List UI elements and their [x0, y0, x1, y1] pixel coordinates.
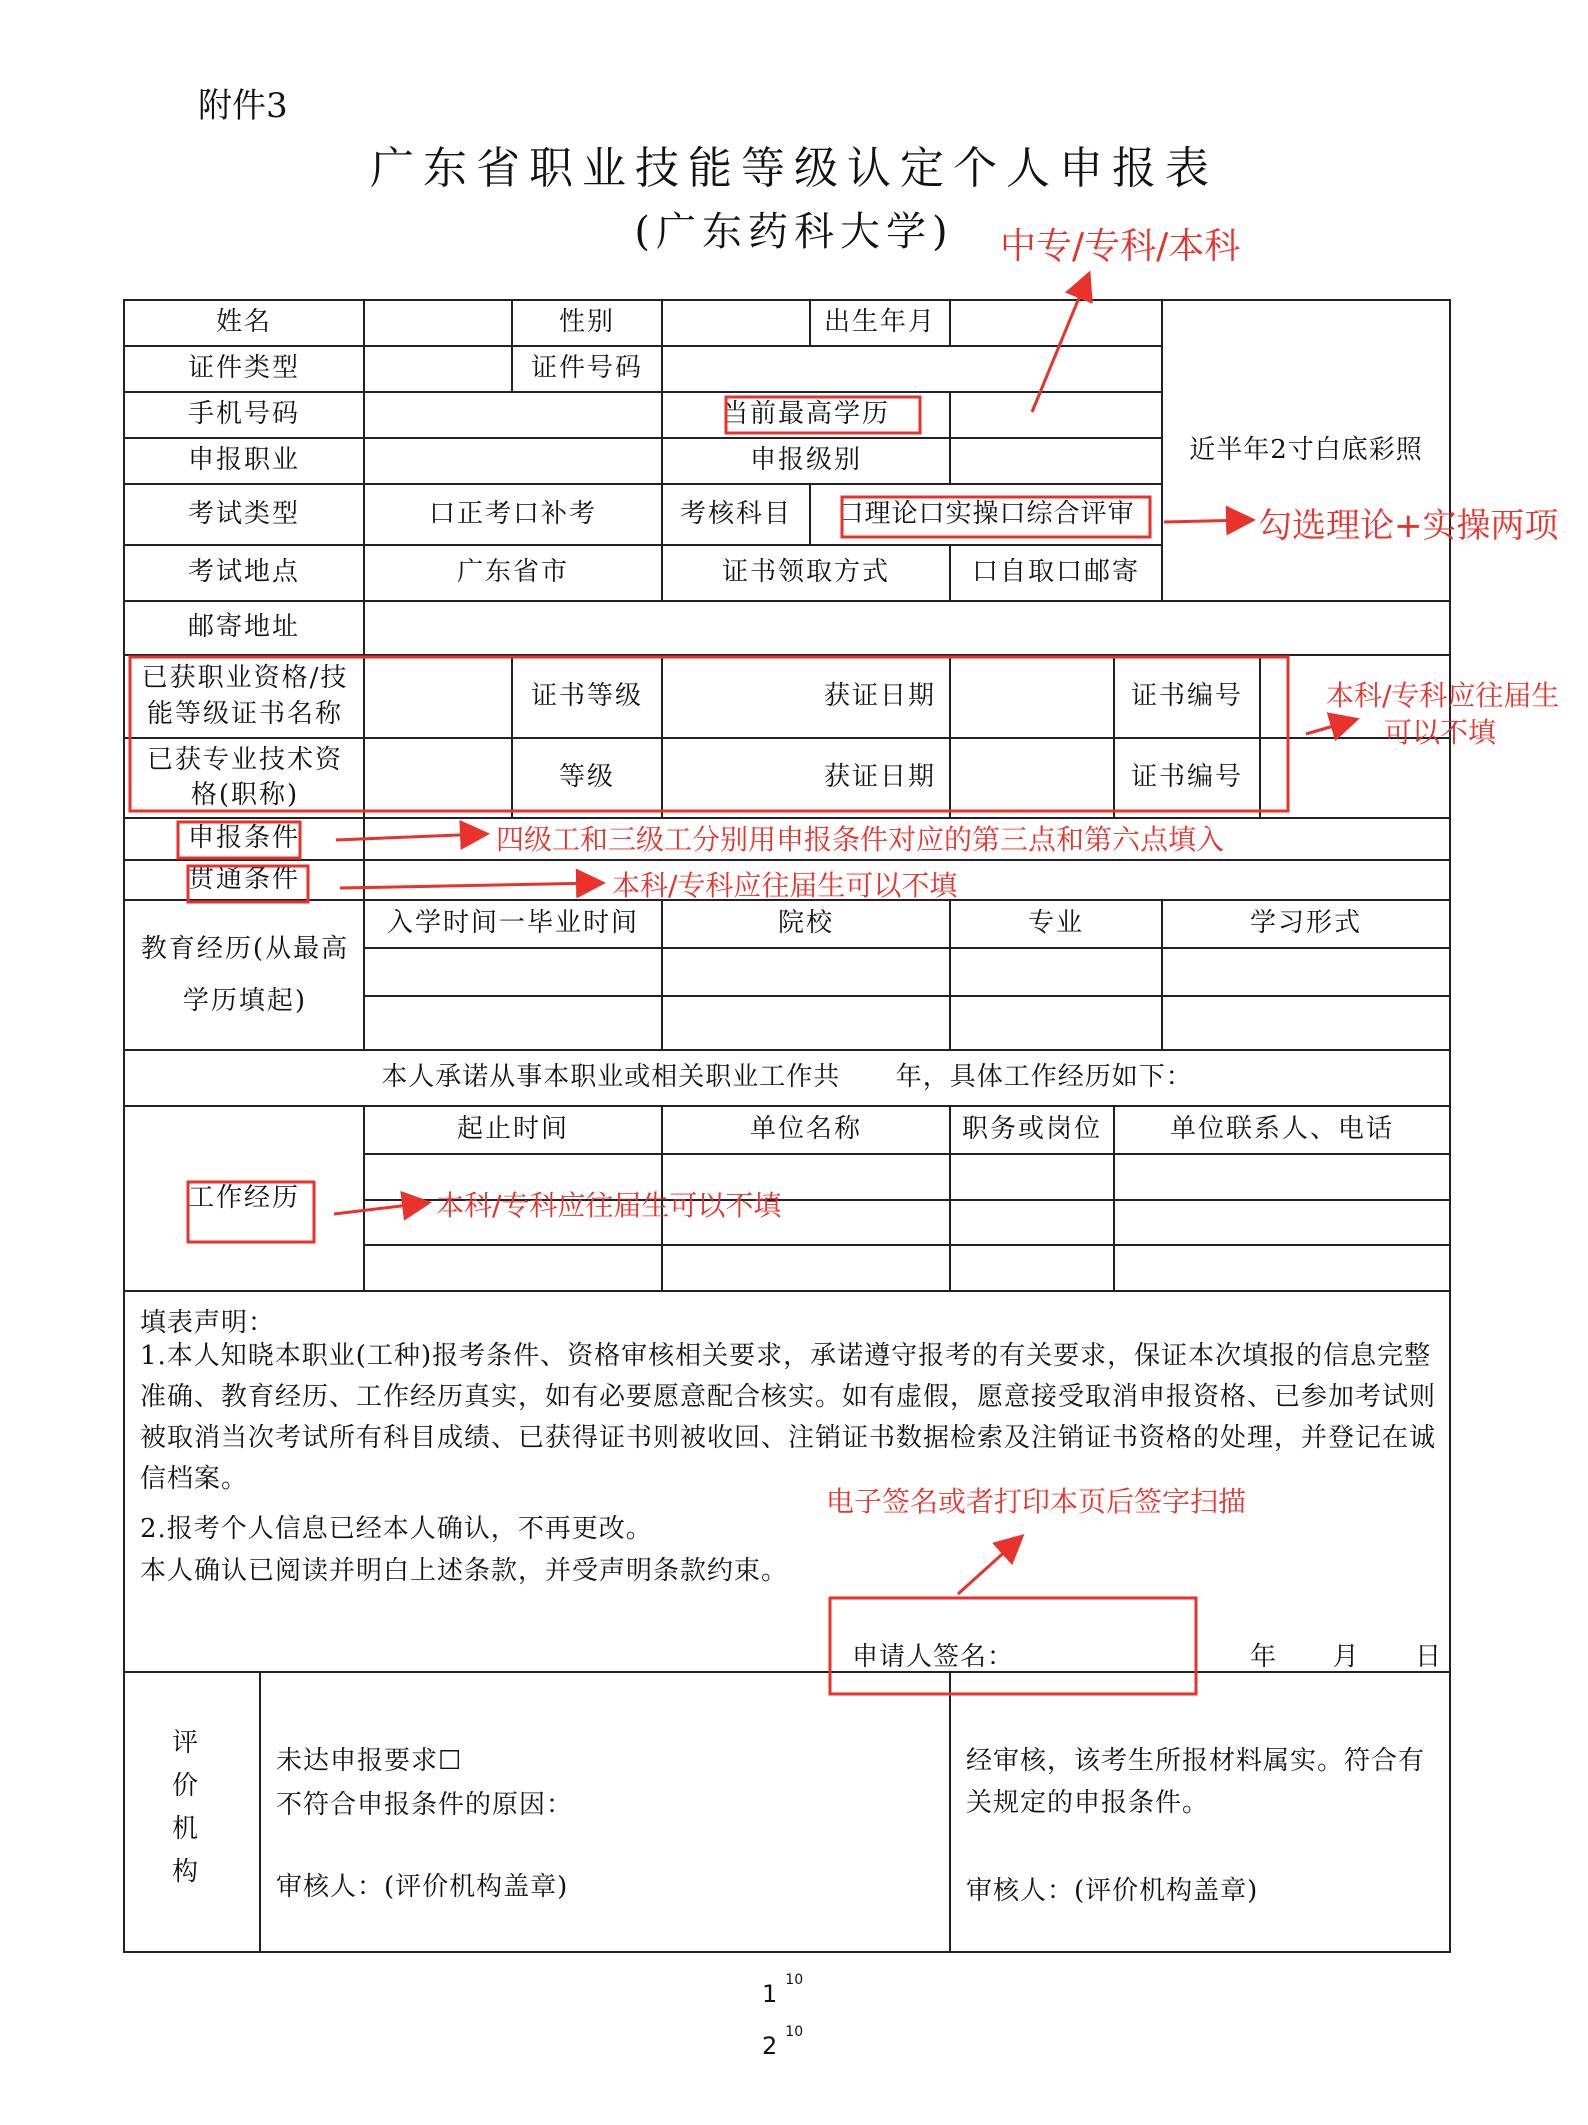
declaration-2: 2.报考个人信息已经本人确认，不再更改。 [140, 1514, 653, 1544]
location-label: 考试地点 [187, 557, 300, 588]
edu-header-major: 专业 [1027, 908, 1084, 939]
signature-note: 电子签名或者打印本页后签字扫描 [826, 1485, 1247, 1518]
work-note: 本科/专科应往届生可以不填 [436, 1189, 782, 1222]
occupation-label: 申报职业 [187, 445, 300, 476]
id-number-label: 证件号码 [530, 353, 643, 384]
work-header-period: 起止时间 [456, 1114, 569, 1145]
subject-options[interactable]: 口理论口实操口综合评审 [837, 498, 1135, 529]
reviewer-right: 审核人：(评价机构盖章) [966, 1876, 1259, 1906]
id-type-label: 证件类型 [187, 353, 300, 384]
location-value[interactable]: 广东省市 [456, 557, 569, 588]
tech-grade-label: 等级 [558, 762, 615, 793]
edu-header-period: 入学时间一毕业时间 [386, 908, 639, 939]
subject-note: 勾选理论+实操两项 [1258, 506, 1559, 546]
through-label: 贯通条件 [187, 864, 300, 895]
through-note: 本科/专科应往届生可以不填 [612, 869, 958, 902]
work-header-contact: 单位联系人、电话 [1169, 1114, 1394, 1145]
education-label: 当前最高学历 [721, 399, 890, 430]
name-label: 姓名 [215, 307, 272, 338]
edu-header-mode: 学习形式 [1249, 908, 1362, 939]
not-meet-checkbox[interactable]: 未达申报要求☐ [276, 1746, 463, 1776]
page-number-2: 2 $^{10}$ [762, 2024, 804, 2060]
cert-note-line2: 可以不填 [1384, 716, 1497, 749]
qual-name-label: 已获职业资格/技能等级证书名称 [141, 663, 349, 729]
form-subtitle: (广东药科大学) [634, 209, 954, 255]
subject-label: 考核科目 [679, 498, 792, 529]
org-char-1: 评 [172, 1728, 200, 1758]
org-char-3: 机 [172, 1814, 200, 1844]
cert-no-label: 证书编号 [1130, 680, 1243, 711]
cert-level-label: 证书等级 [530, 680, 643, 711]
declaration-3: 本人确认已阅读并明白上述条款，并受声明条款约束。 [140, 1556, 789, 1586]
phone-label: 手机号码 [187, 399, 300, 430]
birth-input[interactable] [950, 300, 1162, 346]
gender-label: 性别 [558, 307, 615, 338]
edu-header-school: 院校 [777, 908, 834, 939]
tech-cert-no-label: 证书编号 [1130, 762, 1243, 793]
condition-label: 申报条件 [187, 823, 300, 854]
signature-label[interactable]: 申请人签名： [852, 1642, 1015, 1672]
gender-input[interactable] [662, 300, 810, 346]
work-header-position: 职务或岗位 [961, 1114, 1102, 1145]
signature-date: 年 月 日 [1250, 1642, 1443, 1672]
work-header-company: 单位名称 [749, 1114, 862, 1145]
mail-label: 邮寄地址 [187, 612, 300, 643]
reviewer-left: 审核人：(评价机构盖章) [276, 1872, 569, 1902]
cert-date-label: 获证日期 [823, 680, 936, 711]
cert-note-line1: 本科/专科应往届生 [1326, 679, 1560, 712]
name-input[interactable] [364, 300, 512, 346]
declaration-1: 1.本人知晓本职业(工种)报考条件、资格审核相关要求，承诺遵守报考的有关要求，保证本次填报的信息完整准确、教育经历、工作经历真实，如有必要愿意配合核实。如有虚假，愿意接受取消申报资格、已参加考试则被取消当次考试所有科目成绩、已获得证书则被收回、注销证书数据检索及注销证书资格的处理，并登记在诚信档案。 [140, 1341, 1437, 1494]
cert-method-label: 证书领取方式 [721, 557, 890, 588]
org-char-4: 构 [172, 1857, 200, 1887]
condition-note: 四级工和三级工分别用申报条件对应的第三点和第六点填入 [496, 823, 1225, 856]
reason-label: 不符合申报条件的原因： [276, 1790, 574, 1820]
tech-title-label: 已获专业技术资格(职称) [146, 744, 343, 810]
birth-label: 出生年月 [823, 307, 936, 338]
exam-type-options[interactable]: 口正考口补考 [428, 498, 597, 529]
review-ok-text: 经审核，该考生所报材料属实。符合有关规定的申报条件。 [966, 1746, 1426, 1818]
cert-method-options[interactable]: 口自取口邮寄 [971, 557, 1140, 588]
exam-type-label: 考试类型 [187, 498, 300, 529]
tech-date-label: 获证日期 [823, 762, 936, 793]
photo-label: 近半年2寸白底彩照 [1189, 434, 1423, 465]
mail-input[interactable] [364, 601, 1450, 655]
promise-text: 本人承诺从事本职业或相关职业工作共 年，具体工作经历如下： [381, 1062, 1193, 1093]
declaration-title: 填表声明： [140, 1308, 276, 1338]
attachment-label: 附件3 [198, 86, 288, 126]
edu-history-label: 教育经历(从最高学历填起) [140, 934, 350, 1016]
form-title: 广东省职业技能等级认定个人申报表 [370, 143, 1218, 194]
work-history-label: 工作经历 [187, 1182, 300, 1213]
org-char-2: 价 [172, 1771, 200, 1801]
level-label: 申报级别 [749, 445, 862, 476]
page-number-1: 1 $^{10}$ [762, 1972, 804, 2008]
education-note: 中专/专科/本科 [1000, 226, 1241, 267]
